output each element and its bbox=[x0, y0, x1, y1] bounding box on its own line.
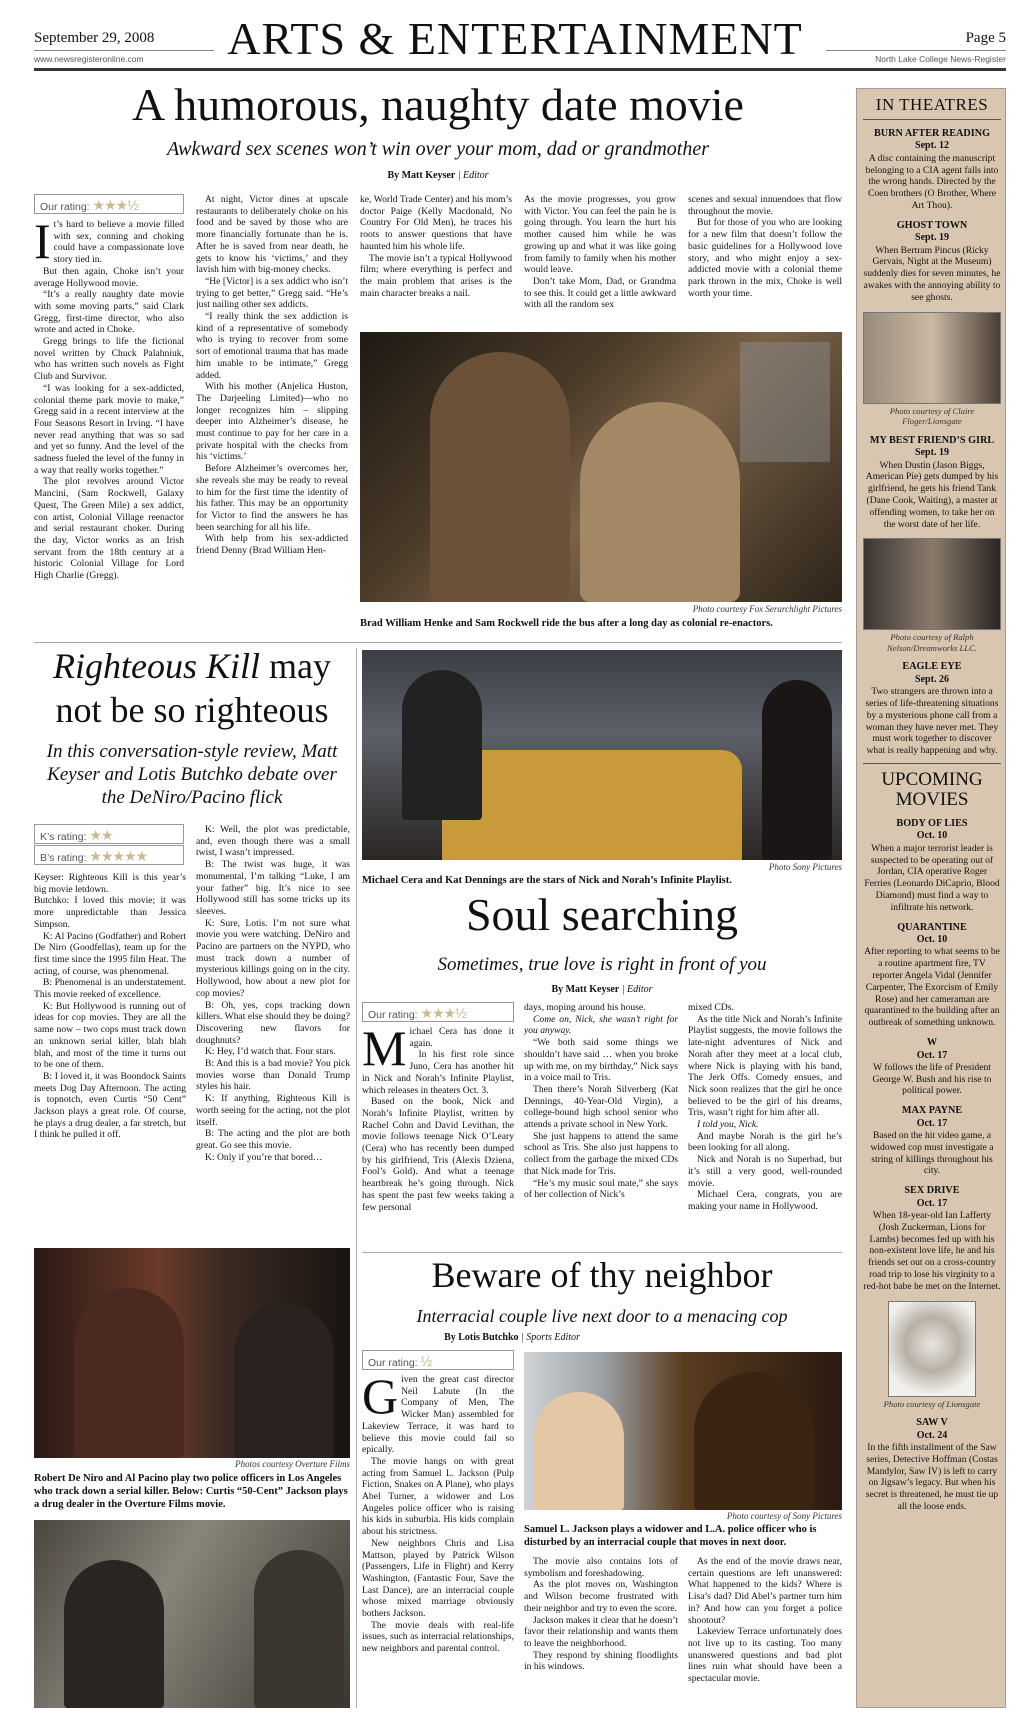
sidebar-movie-title: SEX DRIVE bbox=[904, 1185, 960, 1197]
sidebar-movie-date: Sept. 12 bbox=[915, 140, 949, 152]
sidebar-movie-title: EAGLE EYE bbox=[902, 661, 962, 673]
a1-paragraph: As the movie progresses, you grow with Victor. You can feel the pain he is going through. You learn the hurt his mother caused him while he was growing up and what it was like going from family to family when his mother would leave. bbox=[524, 194, 676, 276]
a3-dropcap: M bbox=[362, 1026, 407, 1076]
sidebar-photo-saw bbox=[888, 1301, 976, 1397]
a4-caption: Samuel L. Jackson plays a widower and L.A. police officer who is disturbed by an interracial couple that moves in next door. bbox=[524, 1524, 817, 1549]
a2-paragraph: K: Al Pacino (Godfather) and Robert De Niro (Goodfellas), team up for the first time since the 1995 film Heat. The acting, of course, was phenomenal. bbox=[34, 930, 186, 977]
a4-paragraph: New neighbors Chris and Lisa Mattson, played by Patrick Wilson (Passengers, Life in Flight) and Kerry Washington, (Fantastic Four, Save the Last Dance), are an interracial couple whose mixed marriage obviously bothers Jackson. bbox=[362, 1537, 514, 1620]
a3-paragraph: “He’s my music soul mate,” she says of her collection of Nick’s bbox=[524, 1177, 678, 1201]
a1-col-4 bbox=[524, 194, 676, 319]
a1-rating-box bbox=[34, 194, 184, 214]
a1-paragraph: Don’t take Mom, Dad, or Grandma to see this. It could get a little awkward with all the random sex bbox=[524, 275, 676, 311]
a3-rating-box bbox=[362, 1002, 514, 1022]
sidebar-movie-title: BODY OF LIES bbox=[896, 817, 968, 829]
a1-paragraph: “It’s a really naughty date movie with some moving parts,” said Clark Gregg, first-time director, who also wrote and acted in Choke. bbox=[34, 289, 184, 336]
sidebar-movie-date: Oct. 10 bbox=[916, 934, 948, 946]
a4-paragraph: iven the great cast director Neil Labute (In the Company of Men, The Wicker Man) assembled for Lakeview Terrace, it was hard to believe this movie could fail so epically. bbox=[362, 1374, 514, 1456]
a1-byline-name: By Matt Keyser bbox=[387, 170, 456, 181]
a3-paragraph: days, moping around his house. bbox=[524, 1002, 646, 1013]
photo-figure-right bbox=[762, 680, 832, 860]
a2-paragraph: B: I loved it, it was Boondock Saints meets Dog Day Afternoon. The acting is topnotch, even Curtis “50 Cent” Jackson plays a great role. Of course, he plays a drug dealer, a far stretch, but I think he pulled it off. bbox=[34, 1070, 186, 1141]
page-number: Page 5 bbox=[965, 30, 1006, 46]
a3-paragraph: “We both said some things we shouldn’t have said … when you broke up with me, on my birthday,” Nick says in a voice mail to Tris. bbox=[524, 1037, 678, 1084]
a3-paragraph: mixed CDs. bbox=[688, 1002, 734, 1013]
a3-paragraph: In his first role since Juno, Cera has another hit in Nick and Norah’s Infinite Playlist, which releases in theaters Oct. 3. bbox=[362, 1049, 514, 1096]
a1-paragraph: “I really think the sex addiction is kind of a representative of somebody who is trying to recover from some sort of emotional trauma that has made him unable to be intimate,” Gregg added. bbox=[196, 311, 348, 381]
sidebar-movie-text: When Bertram Pincus (Ricky Gervais, Night at the Museum) suddenly dies for seven minutes, he awakes with the annoying ability to see ghosts. bbox=[863, 244, 1001, 303]
a3-col-3 bbox=[688, 1002, 842, 1246]
sidebar-movie-date: Oct. 17 bbox=[916, 1049, 948, 1061]
masthead-date: September 29, 2008 bbox=[34, 30, 155, 46]
masthead-url[interactable]: www.newsregisteronline.com bbox=[34, 54, 144, 64]
a1-paragraph: At night, Victor dines at upscale restaurants to deliberately choke on his food and be saved by those who are more financially fortunate than he is. After he is saved from near death, he gets to know his ‘victims,’ and they lavish him with big-money checks. bbox=[196, 194, 348, 276]
a3-col-1 bbox=[362, 1026, 514, 1246]
a4-rating-stars: ½ bbox=[420, 1353, 432, 1369]
photo-figure-left bbox=[534, 1392, 624, 1510]
a3-paragraph: Then there’s Norah Silverberg (Kat Dennings, 40-Year-Old Virgin), a college-bound high school senior who attends a private school in New York. bbox=[524, 1083, 678, 1131]
a2-paragraph: B: The twist was huge, it was monumental, I’m talking “Luke, I am your father” big. It’s nice to see Hollywood still has some tricks up its sleeves. bbox=[196, 859, 350, 917]
sidebar-movie-text: Two strangers are thrown into a series of life-threatening situations by a mysterious phone call from a woman they have never met. They must work together to discover what is really happening and why. bbox=[865, 686, 999, 757]
a2-headline-part: may bbox=[260, 646, 331, 686]
a4-deck: Interracial couple live next door to a menacing cop bbox=[416, 1306, 788, 1326]
a1-paragraph: With his mother (Anjelica Huston, The Darjeeling Limited)—who no longer recognizes him – slipping deeper into Alzheimer’s disease, he must continue to pay for her care in a private hospital with the checks from his ‘victims.’ bbox=[196, 381, 348, 463]
sidebar-movie-text: W follows the life of President George W. Bush and his rise to political power. bbox=[872, 1061, 992, 1097]
a2-paragraph: Keyser: Righteous Kill is this year’s big movie letdown. bbox=[34, 872, 186, 895]
a1-paragraph: The plot revolves around Victor Mancini, (Sam Rockwell, Galaxy Quest, The Green Mile) a sex addict, con artist, Colonial Village reenactor and serial restaurant choker. During the day, Victor works as an Irish servant from the 18th century at a historic Colonial Village for Lord High Charlie (Gregg). bbox=[34, 476, 184, 582]
sidebar-movie-title: GHOST TOWN bbox=[896, 219, 968, 231]
paper-name: North Lake College News-Register bbox=[875, 54, 1006, 64]
a2-headline-line2: not be so righteous bbox=[55, 689, 329, 730]
a3-rating-stars: ★★★½ bbox=[420, 1005, 466, 1021]
a1-byline-role: | Editor bbox=[457, 170, 489, 181]
a3-paragraph: Come on, Nick, she wasn’t right for you anyway. bbox=[524, 1013, 678, 1037]
a4-byline bbox=[362, 1332, 662, 1343]
a2-deck: In this conversation-style review, Matt Keyser and Lotis Butchko debate over the DeNiro/Pacino flick bbox=[46, 741, 338, 809]
sidebar-movie-title: W bbox=[926, 1036, 938, 1048]
a1-byline bbox=[34, 170, 842, 181]
sidebar-movie-date: Oct. 10 bbox=[916, 830, 948, 842]
a4-paragraph: The movie hangs on with great acting from Samuel L. Jackson (Pulp Fiction, Snakes on A Plane), who plays Abel Turner, a widower and Los Angeles police officer who is raising his kids in suburbia. His kids complain about his strictness. bbox=[362, 1455, 514, 1538]
a2-rating-k-stars: ★★ bbox=[89, 827, 113, 843]
masthead-double-rule bbox=[34, 68, 1006, 71]
a3-caption: Michael Cera and Kat Dennings are the stars of Nick and Norah’s Infinite Playlist. bbox=[362, 875, 732, 886]
a4-paragraph: As the end of the movie draws near, certain questions are left unanswered: What happened to the kids? Where is Lisa’s dad? Did Abel’s partner turn him in? And how can you forget a police shootout? bbox=[688, 1556, 842, 1626]
a3-rating-label: Our rating: bbox=[368, 1009, 418, 1021]
masthead-rule-left bbox=[34, 50, 214, 51]
a2-paragraph: B: The acting and the plot are both great. Go see this movie. bbox=[196, 1128, 350, 1151]
a2-rating-b bbox=[34, 845, 184, 865]
a3-photo-credit: Photo Sony Pictures bbox=[768, 862, 842, 872]
a1-col-5 bbox=[688, 194, 842, 319]
photo-figure-right bbox=[254, 1550, 344, 1708]
sidebar-movie-text: In the fifth installment of the Saw series, Detective Hoffman (Costas Mandylor, Saw IV) is left to carry on Jigsaw’s legacy. But when his secret is threatened, he must tie up all the loose ends. bbox=[865, 1442, 999, 1513]
a4-paragraph: They respond by shining floodlights in his windows. bbox=[524, 1649, 678, 1673]
a1-paragraph: t’s hard to believe a movie filled with sex, conning and choking could have a compassionate love story tied in. bbox=[53, 219, 184, 266]
a4-col-3 bbox=[688, 1556, 842, 1708]
a1-paragraph: But for those of you who are looking for a new film that doesn’t follow the basic guidelines for a Hollywood love story, and who might enjoy a sex-addicted movie with a colonial theme park thrown in the mix, Choke is well worth your time. bbox=[688, 217, 842, 299]
photo-figure-right bbox=[234, 1303, 334, 1458]
a3-byline-role: | Editor bbox=[621, 984, 653, 995]
a2-paragraph: K: But Hollywood is running out of ideas for cop movies. They are all the same now – two cops must track down an unknown serial killer, blah blah blah, and most of the time it turns out to be one of them. bbox=[34, 1000, 186, 1071]
sidebar-movie-text: When a major terrorist leader is suspected to be operating out of Jordan, CIA operative Roger Ferries (Leonardo DiCaprio, Blood Diamond) must find a way to infiltrate his network. bbox=[864, 842, 1000, 913]
sidebar-movie-text: Based on the hit video game, a widowed cop must investigate a string of killings throughout his city. bbox=[870, 1130, 994, 1177]
sidebar-movie-date: Oct. 17 bbox=[916, 1117, 948, 1129]
a2-paragraph: B: Phenomenal is an understatement. This movie reeked of excellence. bbox=[34, 977, 186, 1001]
sidebar-movie-title: BURN AFTER READING bbox=[873, 127, 991, 139]
a4-col-1 bbox=[362, 1374, 514, 1708]
a1-paragraph: But then again, Choke isn’t your average Hollywood movie. bbox=[34, 265, 184, 289]
sidebar-photo-credit: Photo courtesy of Claire Floger/Lionsgate bbox=[889, 405, 975, 427]
a2-headline-title: Righteous Kill bbox=[53, 646, 260, 686]
divider bbox=[34, 642, 842, 643]
a1-col-3 bbox=[360, 194, 512, 319]
a3-paragraph: ichael Cera has done it again. bbox=[409, 1026, 514, 1049]
photo-figure-right bbox=[580, 402, 740, 602]
a1-rating-label: Our rating: bbox=[40, 201, 90, 213]
a4-photo-credit: Photo courtesy of Sony Pictures bbox=[726, 1511, 842, 1521]
a2-paragraph: K: If anything, Righteous Kill is worth seeing for the acting, not the plot itself. bbox=[196, 1093, 350, 1128]
a2-headline bbox=[34, 645, 350, 733]
sidebar-movie-text: When 18-year-old Ian Lafferty (Josh Zuckerman, Lions for Lambs) becomes fed up with his non-existent love life, he and his friends set out on a cross-country road trip to lose his virginity to a red-hot babe he met on the Internet. bbox=[863, 1210, 1001, 1292]
a2-rating-b-label: B’s rating: bbox=[40, 852, 87, 864]
sidebar-movie-text: A disc containing the manuscript belonging to a CIA agent falls into the wrong hands. Directed by the Coen brothers (O Brother, Where Art Thou). bbox=[865, 152, 999, 211]
a2-rating-b-stars: ★★★★★ bbox=[89, 848, 148, 864]
a1-paragraph: With help from his sex-addicted friend Denny (Brad William Hen- bbox=[196, 533, 348, 557]
a1-paragraph: scenes and sexual innuendoes that flow throughout the movie. bbox=[688, 194, 842, 217]
a4-rating-box bbox=[362, 1350, 514, 1370]
a3-paragraph: Based on the book, Nick and Norah’s Infinite Playlist, written by Rachel Cohn and David Levithan, the movie follows teenage Nick O’Leary (Cera) who has recently been dumped by his girlfriend, Tris (Alexis Dziena, Fool’s Gold). And what a teenage heartbreak he’s going through. Nick has spent the past few weeks taking a few personal bbox=[362, 1096, 514, 1213]
sidebar-movie-date: Sept. 19 bbox=[915, 232, 949, 244]
a4-paragraph: As the plot moves on, Washington and Wilson become frustrated with their neighbor and try to even the score. bbox=[524, 1579, 678, 1614]
a1-photo-credit: Photo courtesy Fox Serarchlight Pictures bbox=[692, 604, 842, 614]
a2-paragraph: K: Only if you’re that bored… bbox=[205, 1151, 323, 1163]
a2-paragraph: K: Sure, Lotis. I’m not sure what movie you were watching. DeNiro and Pacino are partners on the NYPD, who must track down a number of mysterious killings going on in the city. Hollywood, how about a new plot for cop movies? bbox=[196, 917, 350, 999]
sidebar-movie-title: QUARANTINE bbox=[897, 921, 967, 933]
sidebar-photo-credit: Photo courtesy of Lionsgate bbox=[883, 1398, 981, 1409]
a4-byline-name: By Lotis Butchko bbox=[444, 1332, 519, 1343]
a4-photo-jackson bbox=[524, 1352, 842, 1510]
a2-photo-deniro-pacino bbox=[34, 1248, 350, 1458]
a3-byline-name: By Matt Keyser bbox=[551, 984, 620, 995]
a1-photo-bus bbox=[360, 332, 842, 602]
a4-paragraph: Lakeview Terrace unfortunately does not live up to its casting. Too many unanswered questions and bad plot lines ruin what should have been a spectacular movie. bbox=[688, 1626, 842, 1685]
sidebar-photo-ghost-town bbox=[863, 312, 1001, 404]
a3-paragraph: As the title Nick and Norah’s Infinite Playlist suggests, the movie follows the late-night adventures of Nick and Norah after they meet at a local club, where Nick is playing with his band, The Jerk Offs. Comedy ensues, and Nick soon realizes that the girl he once believed to be the girl of his dreams, Tris, wasn’t right for him after all. bbox=[688, 1013, 842, 1119]
sidebar-photo-credit: Photo courtesy of Ralph Nelson/Dreamworks LLC. bbox=[887, 632, 977, 653]
sidebar-movie-date: Sept. 26 bbox=[915, 673, 949, 685]
sidebar-photo-best-friends-girl bbox=[863, 538, 1001, 630]
a2-rating-k bbox=[34, 824, 184, 844]
a2-photo-50cent bbox=[34, 1520, 350, 1708]
a3-col-2 bbox=[524, 1002, 678, 1246]
a1-dropcap: I bbox=[34, 219, 51, 269]
a4-dropcap: G bbox=[362, 1374, 399, 1424]
a3-deck: Sometimes, true love is right in front of you bbox=[437, 954, 767, 975]
section-title: ARTS & ENTERTAINMENT bbox=[227, 13, 803, 64]
a4-paragraph: The movie deals with real-life issues, such as interracial relationships, new neighbors and parental control. bbox=[362, 1619, 514, 1655]
a1-paragraph: ke, World Trade Center) and his mom’s doctor Paige (Kelly Macdonald, No Country For Old Men), he traces his roots to answer questions that have haunted him his whole life. bbox=[360, 194, 512, 252]
a1-paragraph: “He [Victor] is a sex addict who isn’t trying to get better,” Gregg said. “He’s just nailing other sex addicts. bbox=[196, 275, 348, 311]
sidebar-movie-date: Oct. 24 bbox=[916, 1429, 948, 1441]
a2-paragraph: Butchko: I loved this movie; it was more unpredictable than Jessica Simpson. bbox=[34, 895, 186, 930]
divider bbox=[362, 1252, 842, 1253]
a4-rating-label: Our rating: bbox=[368, 1357, 418, 1369]
sidebar-in-theatres bbox=[856, 88, 1006, 1708]
a3-paragraph: And maybe Norah is the girl he’s been looking for all along. bbox=[688, 1130, 842, 1154]
sidebar-movie-title: MAX PAYNE bbox=[901, 1105, 963, 1117]
a2-rating-k-label: K’s rating: bbox=[40, 831, 87, 843]
a3-paragraph: I told you, Nick. bbox=[697, 1119, 759, 1131]
masthead-rule-right bbox=[826, 50, 1006, 51]
a4-paragraph: Jackson makes it clear that he doesn’t favor their relationship and wants them to leave the neighborhood. bbox=[524, 1614, 678, 1649]
a1-caption: Brad William Henke and Sam Rockwell ride the bus after a long day as colonial re-enactors. bbox=[360, 618, 773, 629]
a3-paragraph: Michael Cera, congrats, you are making your name in Hollywood. bbox=[688, 1189, 842, 1212]
sidebar-movie-title: MY BEST FRIEND’S GIRL bbox=[869, 434, 995, 446]
a3-photo-taxi bbox=[362, 650, 842, 860]
photo-figure-right bbox=[694, 1372, 814, 1510]
a2-caption: Robert De Niro and Al Pacino play two police officers in Los Angeles who track down a serial killer. Below: Curtis “50-Cent” Jackson plays a drug dealer in the Overture Films movie. bbox=[34, 1473, 348, 1511]
a1-paragraph: The movie isn’t a typical Hollywood film; where everything is perfect and the main problem that arises is the main character breaks a nail. bbox=[360, 252, 512, 299]
photo-figure-left bbox=[74, 1288, 184, 1458]
a1-col-1 bbox=[34, 219, 184, 639]
a2-paragraph: K: Hey, I’d watch that. Four stars. bbox=[205, 1046, 336, 1058]
sidebar-movie-date: Sept. 19 bbox=[915, 447, 949, 459]
a1-col-2 bbox=[196, 194, 348, 639]
a1-paragraph: “I was looking for a sex-addicted, colonial theme park movie to make,” Gregg said in a recent interview at the Four Seasons Resort in Irving. “I have never read anything that was so sad and yet so funny. And the level of the sadness fueled the level of the funny in a way that really works together.” bbox=[34, 382, 184, 476]
a1-paragraph: Gregg brings to life the fictional novel written by Chuck Palahniuk, who has written such novels as Fight Club and Survivor. bbox=[34, 336, 184, 383]
sidebar-upcoming-title: UPCOMING MOVIES bbox=[863, 763, 1001, 810]
photo-figure-left bbox=[64, 1560, 164, 1708]
a2-col-1 bbox=[34, 872, 186, 1242]
a3-paragraph: She just happens to attend the same school as Tris. She also just happens to collect from the garbage the mixed CDs that Nick made for Tris. bbox=[524, 1130, 678, 1177]
sidebar-title: IN THEATRES bbox=[863, 95, 1001, 120]
a3-paragraph: Nick and Norah is no Superbad, but it’s still a very good, well-rounded movie. bbox=[688, 1154, 842, 1189]
photo-figure-left bbox=[430, 352, 570, 602]
sidebar-movie-text: After reporting to what seems to be a routine apartment fire, TV reporter Angela Vidal (Jennifer Carpenter, The Exorcism of Emily Rose) and her cameraman are quarantined to the building after an outbreak of something unknown. bbox=[864, 946, 1000, 1029]
a3-byline bbox=[362, 984, 842, 995]
a3-headline: Soul searching bbox=[465, 889, 739, 940]
a2-col-2 bbox=[196, 824, 350, 1242]
a1-rating-stars: ★★★½ bbox=[92, 197, 138, 213]
a1-deck: Awkward sex scenes won’t win over your mom, dad or grandmother bbox=[167, 138, 709, 160]
sidebar-movie-title: SAW V bbox=[916, 1417, 948, 1429]
a4-byline-role: | Sports Editor bbox=[521, 1332, 580, 1343]
a2-paragraph: B: And this is a bad movie? You pick movies worse than Donald Trump styles his hair. bbox=[196, 1058, 350, 1093]
photo-figure-left bbox=[402, 670, 482, 820]
a2-paragraph: K: Well, the plot was predictable, and, even though there was a small twist, I wasn’t impressed. bbox=[196, 824, 350, 859]
sidebar-content bbox=[863, 95, 1001, 1513]
a1-paragraph: Before Alzheimer’s overcomes her, she reveals she may be ready to reveal to him for the first time the identity of his father. This may be an opportunity for Victor to find the answers he has been searching for all his life. bbox=[196, 463, 348, 533]
a1-headline: A humorous, naughty date movie bbox=[132, 79, 744, 130]
a2-photo-credit: Photos courtesy Overture Films bbox=[235, 1459, 350, 1469]
a4-paragraph: The movie also contains lots of symbolism and foreshadowing. bbox=[524, 1556, 678, 1579]
a4-headline: Beware of thy neighbor bbox=[431, 1255, 773, 1295]
photo-taxi bbox=[442, 750, 742, 860]
photo-window bbox=[740, 342, 830, 462]
sidebar-movie-text: When Dustin (Jason Biggs, American Pie) gets dumped by his girlfriend, he gets his friend Tank (Dane Cook, Waiting), a master at offending women, to take her on the worst date of her life. bbox=[865, 459, 999, 530]
a2-paragraph: B: Oh, yes, cops tracking down killers. What else should they be doing? Discovering new flavors for doughnuts? bbox=[196, 999, 350, 1046]
a4-col-2 bbox=[524, 1556, 678, 1708]
divider bbox=[356, 648, 357, 1708]
sidebar-movie-date: Oct. 17 bbox=[916, 1197, 948, 1209]
